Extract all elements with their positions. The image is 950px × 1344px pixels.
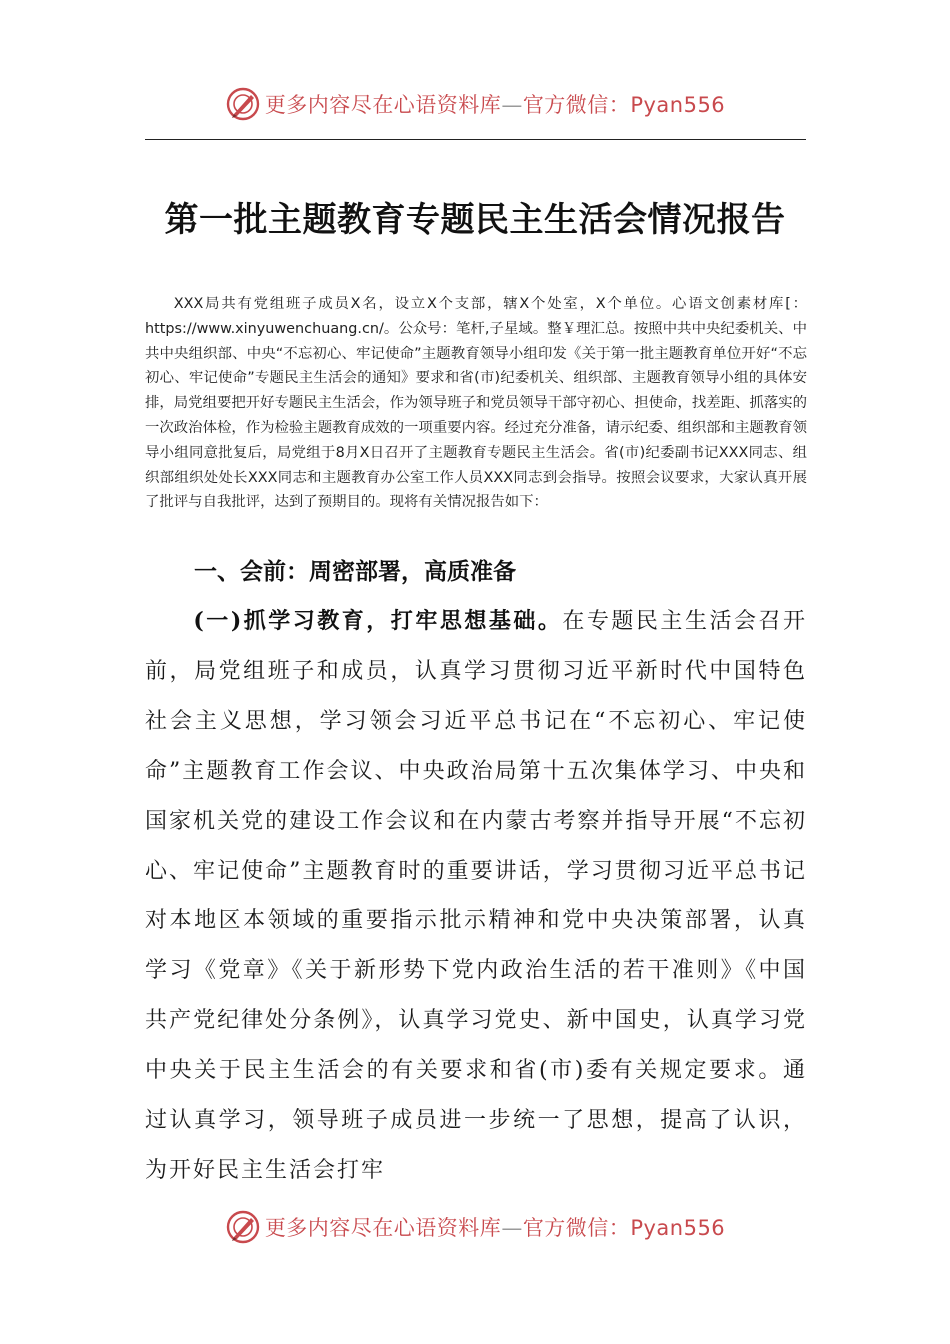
banner-wechat-id: Pyan556 — [630, 93, 726, 117]
paragraph-lead: (一)抓学习教育，打牢思想基础。 — [193, 608, 563, 634]
footer-banner — [0, 1205, 950, 1249]
banner-wechat-label: 官方微信： — [522, 93, 631, 117]
banner-wechat-id: Pyan556 — [630, 1216, 726, 1240]
header-divider — [145, 139, 806, 140]
pen-logo-icon — [225, 86, 261, 122]
banner-separator: — — [501, 1216, 523, 1240]
paragraph-body: 在专题民主生活会召开前，局党组班子和成员，认真学习贯彻习近平新时代中国特色社会主义思想，学习领会习近平总书记在“不忘初心、牢记使命”主题教育工作会议、中央政治局第十五次集体学习、中央和国家机关党的建设工作会议和在内蒙古考察并指导开展“不忘初心、牢记使命”主题教育时的重要讲话，学习贯彻习近平总书记对本地区本领域的重要指示批示精神和党中央决策部署，认真学习《党章》《关于新形势下党内政治生活的若干准则》《中国共产党纪律处分条例》，认真学习党史、新中国史，认真学习党中央关于民主生活会的有关要求和省(市)委有关规定要求。通过认真学习，领导班子成员进一步统一了思想，提高了认识，为开好民主生活会打牢 — [145, 609, 807, 1183]
banner-main-text: 更多内容尽在心语资料库 — [264, 93, 502, 117]
document-title: 第一批主题教育专题民主生活会情况报告 — [164, 200, 786, 240]
body-paragraph-1 — [145, 597, 807, 1196]
section-heading-1: 一、会前：周密部署，高质准备 — [194, 559, 516, 585]
banner-text — [265, 1212, 725, 1242]
banner-separator: — — [501, 93, 523, 117]
intro-paragraph: XXX局共有党组班子成员X名，设立X个支部，辖X个处室，X个单位。心语文创素材库[：https://www.xinyuwenchuang.cn/。公众号：笔杆,子星域。整￥理汇总。按照中共中央纪委机关、中共中央组织部、中央“不忘初心、牢记使命”主题教育领导小组印发《关于第一批主题教育单位开好“不忘初心、牢记使命”专题民主生活会的通知》要求和省(市)纪委机关、组织部、主题教育领导小组的具体安排，局党组要把开好专题民主生活会，作为领导班子和党员领导干部守初心、担使命，找差距、抓落实的一次政治体检，作为检验主题教育成效的一项重要内容。经过充分准备，请示纪委、组织部和主题教育领导小组同意批复后，局党组于8月X日召开了主题教育专题民主生活会。省(市)纪委副书记XXX同志、组织部组织处处长XXX同志和主题教育办公室工作人员XXX同志到会指导。按照会议要求，大家认真开展了批评与自我批评，达到了预期目的。现将有关情况报告如下： — [145, 296, 807, 511]
header-banner — [0, 82, 950, 126]
pen-logo-icon — [225, 1209, 261, 1245]
banner-wechat-label: 官方微信： — [522, 1216, 631, 1240]
banner-text — [265, 89, 725, 119]
banner-main-text: 更多内容尽在心语资料库 — [264, 1216, 502, 1240]
